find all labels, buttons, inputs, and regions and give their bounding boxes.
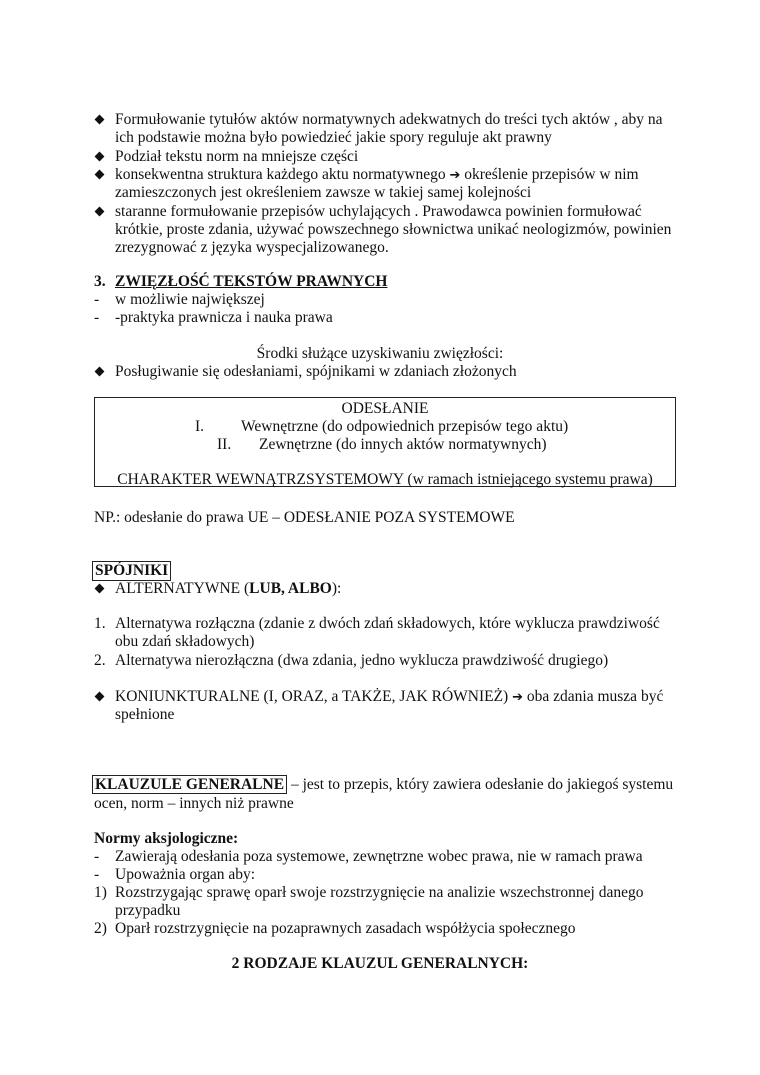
list-number: 1)	[94, 884, 107, 901]
reference-box	[94, 397, 676, 487]
diamond-bullet-icon	[94, 148, 108, 166]
dash-icon: -	[94, 309, 100, 326]
refbox-footer: CHARAKTER WEWNĄTRZSYSTEMOWY (w ramach istniejącego systemu prawa)	[117, 471, 653, 488]
final-heading: 2 RODZAJE KLAUZUL GENERALNYCH:	[231, 955, 529, 972]
refbox-item-number: II.	[217, 436, 232, 453]
bullet-text: Formułowanie tytułów aktów normatywnych adekwatnych do treści tych aktów , aby na	[115, 111, 663, 128]
bullet-text-part: konsekwentna struktura każdego aktu normatywnego	[115, 166, 446, 183]
refbox-item-text: Wewnętrzne (do odpowiednich przepisów tego aktu)	[241, 418, 569, 435]
dash-item: -praktyka prawnicza i nauka prawa	[115, 309, 333, 326]
list-number: 2)	[94, 920, 107, 937]
bullet-text: ich podstawie można było powiedzieć jakie spory reguluje akt prawny	[115, 129, 552, 146]
alternatives-text: ):	[331, 580, 342, 597]
right-arrow-icon: ➔	[512, 690, 524, 705]
list-item-text: Rozstrzygając sprawę oparł swoje rozstrzygnięcie na analizie wszechstronnej danego	[115, 884, 644, 901]
dash-item: Zawierają odesłania poza systemowe, zewnętrzne wobec prawa, nie w ramach prawa	[115, 848, 643, 865]
diamond-bullet-icon	[94, 363, 108, 381]
alternatives-bullet	[115, 580, 341, 598]
bullet-text-part: określenie przepisów w nim	[464, 166, 639, 183]
dash-icon: -	[94, 291, 100, 308]
koniunkt-bullet	[115, 688, 663, 707]
means-heading: Środki służące uzyskiwaniu zwięzłości:	[256, 345, 504, 362]
list-item-text: Alternatywa rozłączna (zdanie z dwóch zdań składowych, które wyklucza prawdziwość	[115, 615, 660, 632]
koniunkt-text-line2: spełnione	[115, 706, 175, 723]
list-item-text: obu zdań składowych)	[115, 633, 255, 650]
diamond-bullet-icon	[94, 580, 108, 598]
list-number: 1.	[94, 615, 106, 632]
bullet-text: krótkie, proste zdania, używać powszechnego słownictwa unikać neologizmów, powinien	[115, 221, 672, 238]
alternatives-bold: LUB, ALBO	[249, 580, 332, 597]
koniunkt-text: KONIUNKTURALNE (I, ORAZ, a TAKŻE, JAK RÓWNIEŻ)	[115, 688, 509, 705]
dash-icon: -	[94, 848, 100, 865]
diamond-bullet-icon	[94, 111, 108, 129]
diamond-bullet-icon	[94, 166, 108, 184]
list-item-text: Oparł rozstrzygnięcie na pozaprawnych zasadach współżycia społecznego	[115, 920, 576, 937]
dash-item: Upoważnia organ aby:	[115, 866, 256, 883]
alternatives-text: ALTERNATYWNE (	[115, 580, 250, 597]
section-title: ZWIĘZŁOŚĆ TEKSTÓW PRAWNYCH	[115, 273, 388, 290]
bullet-text: Posługiwanie się odesłaniami, spójnikami w zdaniach złożonych	[115, 363, 517, 380]
klauzule-text: – jest to przepis, który zawiera odesłanie do jakiegoś systemu	[287, 776, 674, 793]
bullet-text: staranne formułowanie przepisów uchylających . Prawodawca powinien formułować	[115, 203, 642, 220]
np-line: NP.: odesłanie do prawa UE – ODESŁANIE POZA SYSTEMOWE	[94, 509, 515, 526]
klauzule-text-line2: ocen, norm – innych niż prawne	[94, 795, 294, 812]
klauzule-heading: KLAUZULE GENERALNE	[92, 775, 287, 794]
list-number: 2.	[94, 652, 106, 669]
klauzule-paragraph	[92, 776, 673, 794]
refbox-title: ODESŁANIE	[341, 400, 429, 417]
spojniki-heading: SPÓJNIKI	[92, 561, 171, 581]
list-item-text: Alternatywa nierozłączna (dwa zdania, jedno wyklucza prawdziwość drugiego)	[115, 652, 609, 669]
refbox-item-number: I.	[195, 418, 205, 435]
bullet-text: zrezygnować z języka wyspecjalizowanego.	[115, 239, 389, 256]
bullet-text	[115, 166, 639, 185]
right-arrow-icon: ➔	[449, 168, 461, 183]
dash-icon: -	[94, 866, 100, 883]
normy-heading: Normy aksjologiczne:	[94, 830, 239, 847]
list-item-text: przypadku	[115, 902, 181, 919]
koniunkt-text: oba zdania musza być	[526, 688, 664, 705]
bullet-text: zamieszczonych jest określeniem zawsze w takiej samej kolejności	[115, 184, 532, 201]
diamond-bullet-icon	[94, 203, 108, 221]
dash-item: w możliwie największej	[115, 291, 265, 308]
diamond-bullet-icon	[94, 688, 108, 706]
section-number: 3.	[94, 273, 106, 290]
bullet-text: Podział tekstu norm na mniejsze części	[115, 148, 359, 165]
refbox-item-text: Zewnętrzne (do innych aktów normatywnych)	[259, 436, 547, 453]
